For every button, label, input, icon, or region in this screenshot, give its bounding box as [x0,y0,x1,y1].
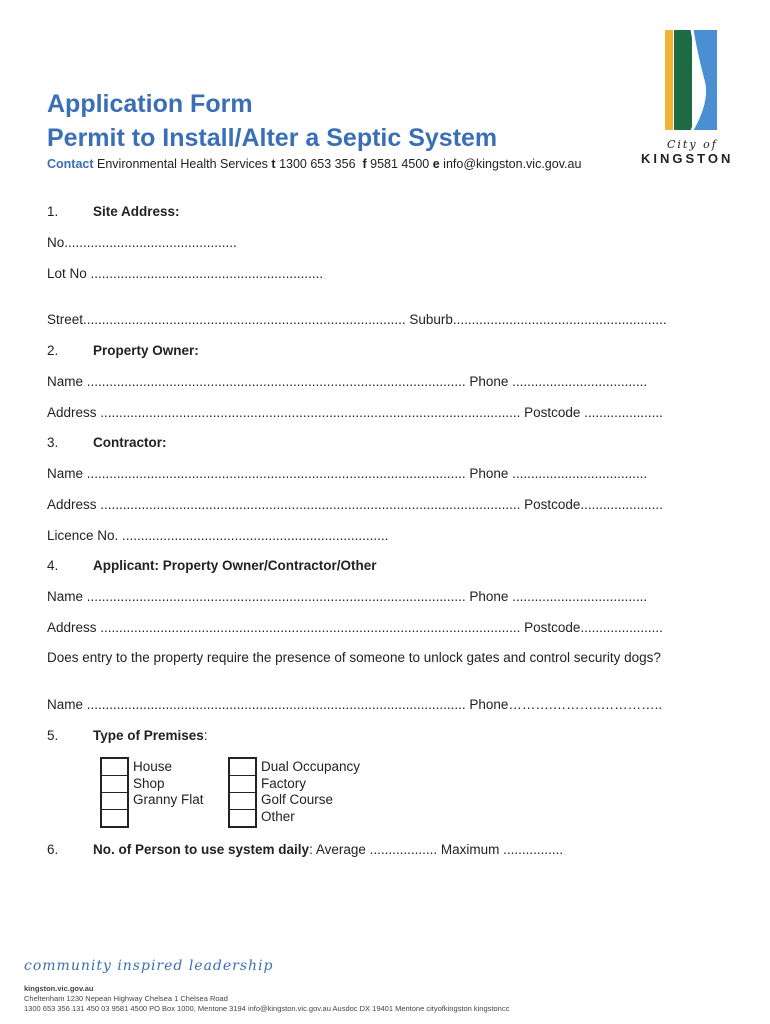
licence-field[interactable]: Licence No. ....................................................................... [47,528,389,543]
owner-name-phone-field[interactable]: Name ..................................................................................................... Phone .................................... [47,374,648,389]
fax-number: 9581 4500 [370,157,430,171]
premises-checkbox-group-left[interactable] [100,757,129,828]
contact-text: Environmental Health Services [97,157,268,171]
section-3-number: 3. [47,435,59,450]
street-suburb-field[interactable]: Street...................................................................................... Suburb......................................................... [47,312,667,327]
section-1-number: 1. [47,204,59,219]
applicant-address-field[interactable]: Address ................................................................................................................ Postcode...................... [47,620,663,635]
checkbox-granny-flat[interactable] [102,793,127,810]
persons-average-maximum-field[interactable]: : Average .................. Maximum ................ [309,842,564,857]
premises-options-left [133,759,204,809]
section-3-title: Contractor: [93,435,167,450]
footer-addresses: Cheltenham 1230 Nepean Highway Chelsea 1 Chelsea Road [24,994,228,1003]
checkbox-shop[interactable] [102,776,127,793]
section-5-title: Type of Premises: [93,728,208,743]
access-question: Does entry to the property require the presence of someone to unlock gates and control security dogs? [47,650,661,665]
form-title: Application Form [47,90,253,118]
section-6-number: 6. [47,842,59,857]
phone-number: 1300 653 356 [279,157,356,171]
email-label: e [432,157,440,171]
checkbox-factory[interactable] [230,776,255,793]
logo-kingston: KINGSTON [641,151,734,166]
option-granny-flat: Granny Flat [133,792,204,807]
option-factory: Factory [261,775,307,791]
section-2-title: Property Owner: [93,343,199,358]
lot-no-field[interactable]: Lot No .............................................................. [47,266,324,281]
applicant-name-phone-field[interactable]: Name ..................................................................................................... Phone .................................... [47,589,648,604]
option-house: House [133,759,173,774]
contact-line [47,157,581,171]
fax-label: f [362,157,367,171]
owner-address-field[interactable]: Address ................................................................................................................ Postcode ..................... [47,405,663,420]
phone-label: t [271,157,276,171]
site-no-field[interactable]: No.............................................. [47,235,237,250]
contractor-name-phone-field[interactable]: Name ..................................................................................................... Phone .................................... [47,466,648,481]
section-4-title: Applicant: Property Owner/Contractor/Other [93,558,377,573]
checkbox-other[interactable] [230,810,255,826]
footer-contacts: 1300 653 356 131 450 03 9581 4500 PO Box 1000, Mentone 3194 info@kingston.vic.gov.au Ausdoc DX 19401 Mentone cityofkingston kingstoncc [24,1004,510,1013]
premises-checkbox-group-right[interactable] [228,757,257,828]
option-other: Other [261,808,295,824]
checkbox-dual-occupancy[interactable] [230,759,255,776]
option-shop: Shop [133,775,165,791]
contact-label: Contact [47,157,94,171]
access-contact-field[interactable]: Name ..................................................................................................... Phone……….………..………….. [47,697,663,712]
checkbox-house[interactable] [102,759,127,776]
section-2-number: 2. [47,343,59,358]
email-address: info@kingston.vic.gov.au [443,157,582,171]
form-subtitle: Permit to Install/Alter a Septic System [47,124,498,152]
footer-tagline: community inspired leadership [24,958,274,974]
kingston-logo-icon [665,30,717,130]
checkbox-golf-course[interactable] [230,793,255,810]
section-6-title: No. of Person to use system daily: Average .................. Maximum ................ [93,842,564,857]
checkbox-blank[interactable] [102,810,127,826]
option-golf-course: Golf Course [261,792,334,807]
section-5-number: 5. [47,728,59,743]
option-dual-occupancy: Dual Occupancy [261,759,361,774]
contractor-address-field[interactable]: Address ................................................................................................................ Postcode...................... [47,497,663,512]
footer-website: kingston.vic.gov.au [24,984,94,993]
premises-options-right [261,759,360,825]
logo-city-of: City of [667,138,718,151]
section-4-number: 4. [47,558,59,573]
section-1-title: Site Address: [93,204,180,219]
